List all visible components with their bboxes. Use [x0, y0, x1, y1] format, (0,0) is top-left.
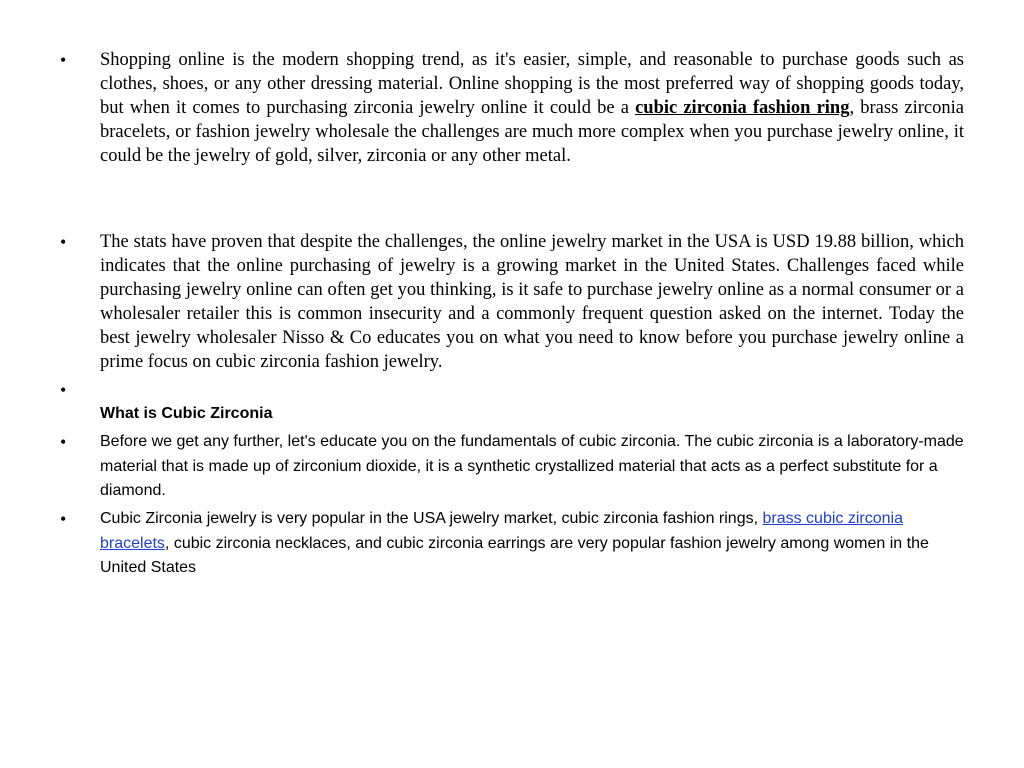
bullet-marker: •: [60, 509, 67, 529]
bullet-marker: •: [60, 380, 67, 400]
cubic-zirconia-fashion-ring-link[interactable]: cubic zirconia fashion ring: [635, 98, 850, 118]
paragraph-text: Shopping online is the modern shopping trend, as it's easier, simple, and reasonable to purchase goods such as clothes, shoes, or any other dressing material. Online shopping is the most preferred way of shopping goods today, but when it comes to purchasing zirconia jewelry online it could be a: [100, 50, 964, 118]
bullet-marker: •: [60, 232, 67, 252]
brass-cubic-zirconia-bracelets-link[interactable]: brass cubic zirconia bracelets: [100, 510, 903, 552]
paragraph-popularity: [100, 507, 964, 581]
paragraph-text: , brass zirconia bracelets, or fashion jewelry wholesale the challenges are much more complex when you purchase jewelry online, it could be the jewelry of gold, silver, zirconia or any other metal.: [100, 98, 964, 166]
section-heading: What is Cubic Zirconia: [100, 405, 273, 422]
paragraph-fundamentals: [100, 430, 964, 504]
paragraph-stats: [100, 230, 964, 374]
bullet-marker: •: [60, 50, 67, 70]
paragraph-text: The stats have proven that despite the challenges, the online jewelry market in the USA is USD 19.88 billion, which indicates that the online purchasing of jewelry is a growing market in the United States. Challenges faced while purchasing jewelry online can often get you thinking, is it safe to purchase jewelry online as a normal consumer or a wholesaler retailer this is common insecurity and a commonly frequent question asked on the internet. Today the best jewelry wholesaler Nisso & Co educates you on what you need to know before you purchase jewelry online a prime focus on cubic zirconia fashion jewelry.: [100, 232, 964, 372]
paragraph-text: , cubic zirconia necklaces, and cubic zirconia earrings are very popular fashion jewelry among women in the United States: [100, 534, 929, 576]
paragraph-text: Before we get any further, let's educate you on the fundamentals of cubic zirconia. The cubic zirconia is a laboratory-made material that is made up of zirconium dioxide, it is a synthetic crystallized material that acts as a perfect substitute for a diamond.: [100, 433, 964, 499]
paragraph-text: Cubic Zirconia jewelry is very popular in the USA jewelry market, cubic zirconia fashion rings,: [100, 510, 763, 527]
paragraph-shopping-online: [100, 48, 964, 168]
bullet-marker: •: [60, 432, 67, 452]
